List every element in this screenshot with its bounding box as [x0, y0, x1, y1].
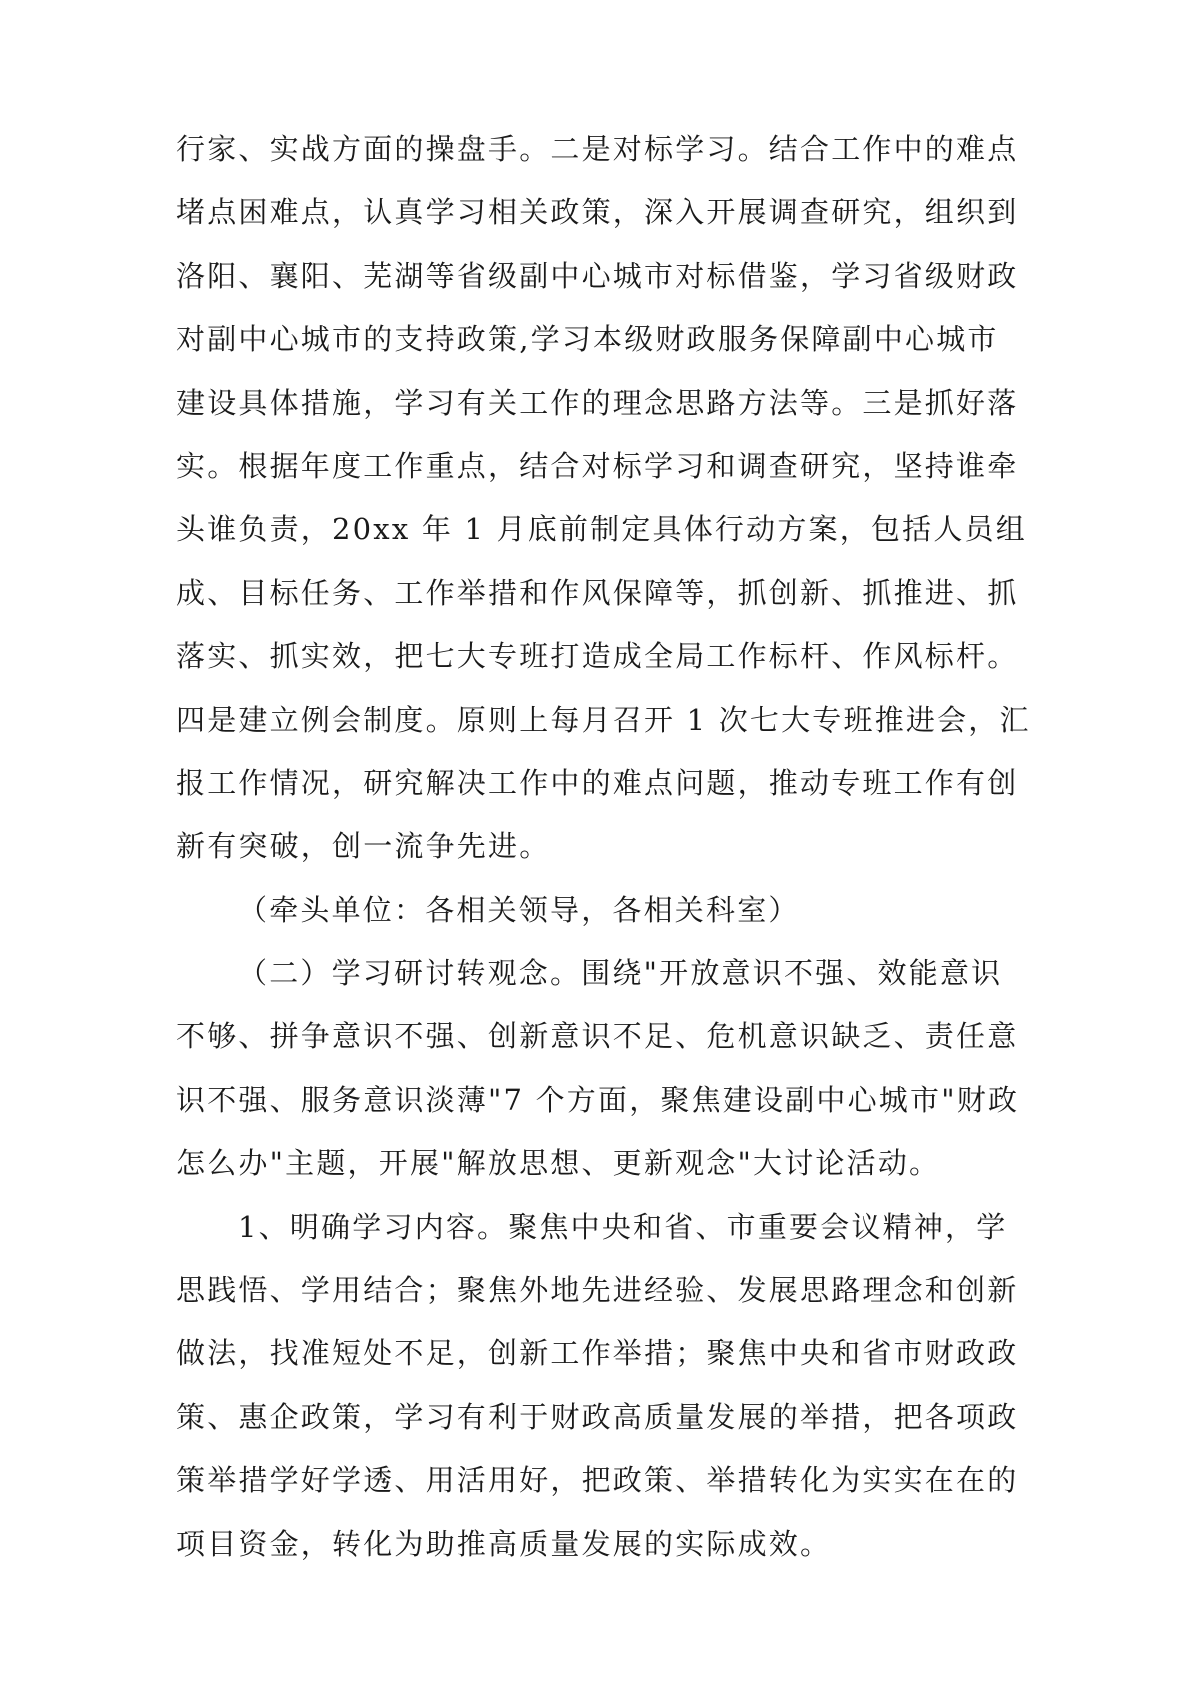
paragraph-section-two-heading: [176, 942, 1036, 1196]
text-line: 报工作情况，研究解决工作中的难点问题，推动专班工作有创: [176, 765, 1019, 800]
text-line: 新有突破，创一流争先进。: [176, 829, 551, 864]
paragraph-study-content: [176, 1196, 1036, 1576]
text-line: 头谁负责，20xx 年 1 月底前制定具体行动方案，包括人员组: [176, 512, 1027, 547]
document-page: [176, 118, 1036, 1576]
text-line: 成、目标任务、工作举措和作风保障等，抓创新、抓推进、抓: [176, 575, 1019, 610]
paragraph-lead-unit: [176, 879, 1036, 942]
text-line: 建设具体措施，学习有关工作的理念思路方法等。三是抓好落: [176, 385, 1019, 420]
text-line: 做法，找准短处不足，创新工作举措；聚焦中央和省市财政政: [176, 1336, 1019, 1371]
text-line: 堵点困难点，认真学习相关政策，深入开展调查研究，组织到: [176, 195, 1019, 230]
text-line: 行家、实战方面的操盘手。二是对标学习。结合工作中的难点: [176, 132, 1019, 166]
text-line: 识不强、服务意识淡薄"7 个方面，聚焦建设副中心城市"财政: [176, 1082, 1020, 1117]
text-line: 策、惠企政策，学习有利于财政高质量发展的举措，把各项政: [176, 1399, 1019, 1434]
text-line: （牵头单位：各相关领导，各相关科室）: [238, 892, 800, 927]
text-line: 思践悟、学用结合；聚焦外地先进经验、发展思路理念和创新: [176, 1273, 1019, 1308]
text-line: 项目资金，转化为助推高质量发展的实际成效。: [176, 1526, 832, 1561]
text-line: 落实、抓实效，把七大专班打造成全局工作标杆、作风标杆。: [176, 639, 1019, 674]
text-line: （二）学习研讨转观念。围绕"开放意识不强、效能意识: [238, 956, 1003, 991]
text-line: 实。根据年度工作重点，结合对标学习和调查研究，坚持谁牵: [176, 448, 1019, 483]
text-line: 1、明确学习内容。聚焦中央和省、市重要会议精神，学: [238, 1209, 1008, 1244]
paragraph-special-teams: [176, 118, 1036, 879]
text-line: 对副中心城市的支持政策,学习本级财政服务保障副中心城市: [176, 322, 999, 357]
text-line: 不够、拼争意识不强、创新意识不足、危机意识缺乏、责任意: [176, 1019, 1019, 1054]
text-line: 怎么办"主题，开展"解放思想、更新观念"大讨论活动。: [176, 1146, 941, 1181]
text-line: 四是建立例会制度。原则上每月召开 1 次七大专班推进会，汇: [176, 702, 1031, 737]
text-line: 策举措学好学透、用活用好，把政策、举措转化为实实在在的: [176, 1463, 1019, 1498]
text-line: 洛阳、襄阳、芜湖等省级副中心城市对标借鉴，学习省级财政: [176, 258, 1019, 293]
